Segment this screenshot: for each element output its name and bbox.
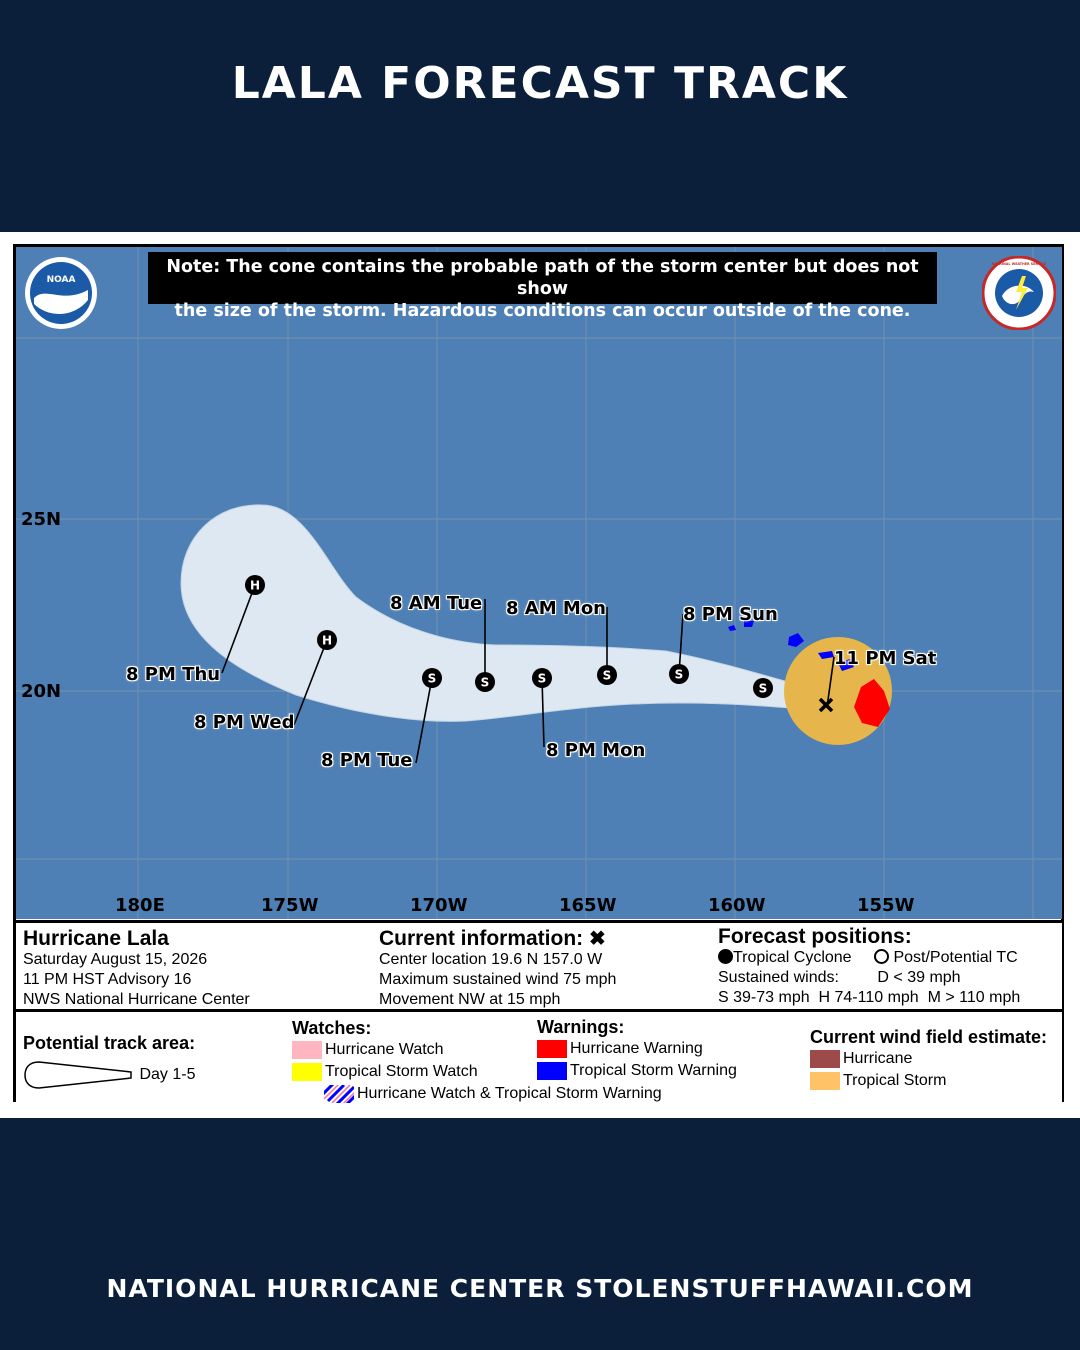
tropical-cyclone-label: Tropical Cyclone <box>733 949 852 966</box>
marker-s-tue-pm <box>422 668 442 688</box>
label-8am-tue: 8 AM Tue <box>390 593 483 614</box>
warnings-heading: Warnings: <box>537 1017 625 1037</box>
current-information <box>379 928 616 1010</box>
nws-logo <box>982 256 1056 330</box>
lon-label-155w: 155W <box>857 895 915 916</box>
label-8pm-thu: 8 PM Thu <box>126 664 221 685</box>
center-location: Center location 19.6 N 157.0 W <box>379 951 603 968</box>
advisory-number: 11 PM HST Advisory 16 <box>23 971 192 988</box>
tropical-storm-wind-label: Tropical Storm <box>843 1072 947 1089</box>
watches-heading: Watches: <box>292 1018 372 1038</box>
filled-circle-icon <box>718 949 733 964</box>
issuing-center: NWS National Hurricane Center <box>23 991 250 1008</box>
tropical-storm-watch-swatch <box>292 1063 322 1081</box>
svg-text:S: S <box>480 675 490 690</box>
marker-h-thu <box>245 575 265 595</box>
hurricane-warning-swatch <box>537 1040 567 1058</box>
wind-field-legend <box>810 1026 1047 1092</box>
label-8am-mon: 8 AM Mon <box>506 598 606 619</box>
cone-note-line2: the size of the storm. Hazardous conditions can occur outside of the cone. <box>174 301 911 321</box>
lon-label-170w: 170W <box>410 895 468 916</box>
noaa-logo <box>24 256 98 330</box>
marker-s-sun-am <box>753 678 773 698</box>
hurricane-warning-label: Hurricane Warning <box>570 1040 703 1057</box>
max-wind: Maximum sustained wind 75 mph <box>379 971 617 988</box>
lon-label-175w: 175W <box>261 895 319 916</box>
track-area-heading: Potential track area: <box>23 1033 196 1053</box>
marker-s-sun-pm <box>669 664 689 684</box>
open-circle-icon <box>874 949 889 964</box>
marker-s-mon-pm <box>532 668 552 688</box>
d-winds-label: D < 39 mph <box>877 969 961 986</box>
svg-text:S: S <box>537 671 547 686</box>
track-area-legend <box>23 1032 195 1090</box>
forecast-heading: Forecast positions: <box>718 925 912 948</box>
tropical-storm-warning-label: Tropical Storm Warning <box>570 1062 737 1079</box>
forecast-map <box>16 247 1062 919</box>
lat-label-20n: 20N <box>21 681 62 702</box>
label-11pm-sat: 11 PM Sat <box>834 648 937 669</box>
warnings-legend <box>537 1016 737 1082</box>
svg-text:S: S <box>602 668 612 683</box>
svg-text:H: H <box>249 578 261 593</box>
svg-text:H: H <box>321 633 333 648</box>
combo-label: Hurricane Watch & Tropical Storm Warning <box>357 1085 662 1102</box>
current-info-heading: Current information: <box>379 927 584 950</box>
sustained-winds-label: Sustained winds: <box>718 969 839 986</box>
svg-text:S: S <box>758 681 768 696</box>
current-x-icon: ✖ <box>589 928 606 950</box>
hurricane-wind-label: Hurricane <box>843 1050 913 1067</box>
forecast-positions <box>718 926 1020 1008</box>
lon-label-165w: 165W <box>559 895 617 916</box>
marker-h-wed <box>317 630 337 650</box>
label-8pm-mon: 8 PM Mon <box>546 740 646 761</box>
wind-field-heading: Current wind field estimate: <box>810 1027 1048 1047</box>
marker-s-mon-am <box>597 665 617 685</box>
wind-scale: S 39-73 mph H 74-110 mph M > 110 mph <box>718 989 1021 1006</box>
hurricane-wind-swatch <box>810 1050 840 1068</box>
noaa-logo-text: NOAA <box>46 275 76 285</box>
advisory-date: Saturday August 15, 2026 <box>23 951 208 968</box>
tropical-storm-warning-swatch <box>537 1062 567 1080</box>
hatch-swatch-icon <box>324 1085 354 1103</box>
tropical-storm-wind-swatch <box>810 1072 840 1090</box>
svg-text:S: S <box>427 671 437 686</box>
lon-label-180e: 180E <box>115 895 165 916</box>
lat-label-25n: 25N <box>21 509 62 530</box>
ocean <box>16 247 1062 919</box>
nws-logo-text: NATIONAL WEATHER SERVICE <box>991 262 1047 266</box>
page-title: LALA FORECAST TRACK <box>231 58 849 109</box>
cone-note-line1: Note: The cone contains the probable path of the storm center but does not show <box>166 257 919 299</box>
label-8pm-wed: 8 PM Wed <box>194 712 295 733</box>
post-tc-label: Post/Potential TC <box>893 949 1018 966</box>
label-8pm-tue: 8 PM Tue <box>321 750 413 771</box>
hurricane-watch-label: Hurricane Watch <box>325 1041 444 1058</box>
cone-note <box>148 252 937 321</box>
cone-shape-icon <box>23 1060 135 1090</box>
label-8pm-sun: 8 PM Sun <box>683 604 778 625</box>
tropical-storm-watch-label: Tropical Storm Watch <box>325 1063 478 1080</box>
svg-text:S: S <box>674 667 684 682</box>
marker-s-tue-am <box>475 672 495 692</box>
footer-credit: NATIONAL HURRICANE CENTER STOLENSTUFFHAWAII.COM <box>106 1274 974 1303</box>
day-range-label: Day 1-5 <box>139 1066 196 1084</box>
movement: Movement NW at 15 mph <box>379 991 561 1008</box>
lon-label-160w: 160W <box>708 895 766 916</box>
storm-summary <box>23 928 250 1010</box>
storm-name: Hurricane Lala <box>23 927 169 950</box>
hurricane-watch-swatch <box>292 1041 322 1059</box>
